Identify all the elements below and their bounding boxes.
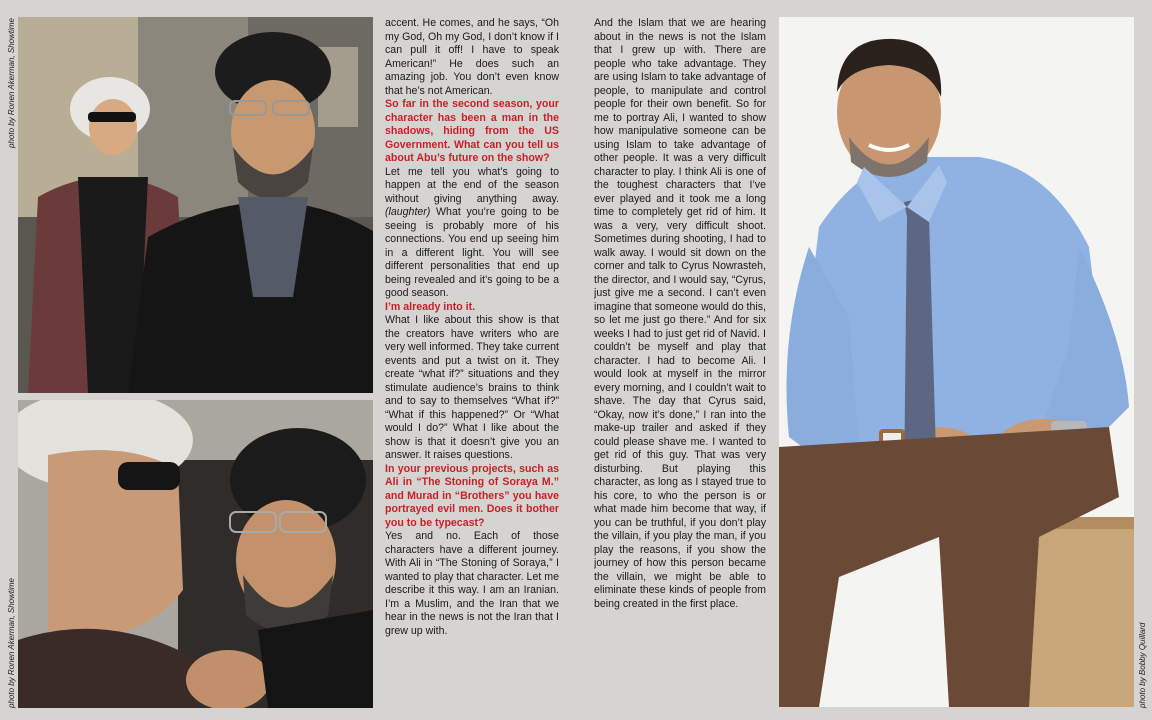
photo-credit-3: photo by Bobby Quillard bbox=[1138, 622, 1147, 708]
article-column-2 bbox=[594, 17, 766, 707]
interview-question: In your previous projects, such as Ali in “The Stoning of Soraya M.” and Murad in “Brothers” you have portrayed evil men. Does it bother you to be typecast? bbox=[385, 462, 559, 529]
paragraph: And the Islam that we are hearing about in the news is not the Islam that I grew up with. There are people who take advantage. They are using Islam to take advantage of people, to manipulate and control people for their own benefit. So for me to portray Ali, I wanted to show how manipulative someone can be using Islam to take advantage of other people. It was a very difficult character to play. I think Ali is one of the toughest characters that I’ve ever played and it took me a long time to completely get rid of him. It was a very, very difficult shoot. Sometimes during shooting, I had to walk away. I would sit down on the corner and talk to Cyrus Nowrasteh, the director, and I would say, “Cyrus, just give me a second. I can’t even imagine that someone would do this, so let me just go there.” And for six weeks I had to just get rid of Navid. I couldn’t be myself and play that character. I had to become Ali. I would look at myself in the mirror every morning, and I couldn’t wait to shave. The day that Cyrus said, “Okay, now it’s done,” I ran into the make-up trailer and asked if they could please shave me. I wanted to get rid of this guy. That was very disturbing. But playing this character, as long as I stayed true to his core, to who the person is or what made him become that way, if you can be truthful, if you don’t play the villain, if you play the man, if you play the reasons, if you show the journey of how this person became the villain, we might be able to eliminate these kinds of people from being created in the first place. bbox=[594, 17, 766, 610]
interview-answer bbox=[385, 166, 559, 301]
interview-question: So far in the second season, your character has been a man in the shadows, hiding from the US Government. What can you tell us about Abu’s future on the show? bbox=[385, 98, 559, 164]
photo-credit-2: photo by Ronen Akerman, Showtime bbox=[7, 578, 16, 708]
interview-answer: Yes and no. Each of those characters have a different journey. With Ali in “The Stoning of Soraya,” I wanted to play that character. Let me describe it this way. I am an Iranian. I’m a Muslim, and the Iran that we hear in the news is not the Iran that I grew up with. bbox=[385, 530, 559, 637]
interview-question: I’m already into it. bbox=[385, 300, 476, 313]
photo-street-scene bbox=[18, 17, 373, 393]
photo-portrait bbox=[779, 17, 1134, 707]
laughter-note: (laughter) bbox=[385, 206, 431, 218]
answer-text: What you’re going to be seeing is probably more of his connections. You end up seeing him in a different light. You will see different personalities that end up being revealed and it’s going to be a good season. bbox=[385, 206, 559, 299]
interview-answer: What I like about this show is that the creators have writers who are very well informed. They take current events and put a twist on it. They create “what if?” situations and they stimulate audience’s brains to think and to say to themselves “What if?” “What if this happened?” Or “What would I do?” What I like about the show is that it doesn’t give you an answer. It raises questions. bbox=[385, 314, 559, 461]
photo-credit-1: photo by Ronen Akerman, Showtime bbox=[7, 18, 16, 148]
article-column-1 bbox=[385, 17, 559, 707]
paragraph: accent. He comes, and he says, “Oh my God, Oh my God, I don’t know if I can pull it off! I have to speak American!” He does such an amazing job. You don’t even know that he’s not American. bbox=[385, 17, 559, 97]
answer-text: Let me tell you what’s going to happen at the end of the season without giving anything away. bbox=[385, 165, 559, 205]
photo-confrontation-scene bbox=[18, 400, 373, 708]
